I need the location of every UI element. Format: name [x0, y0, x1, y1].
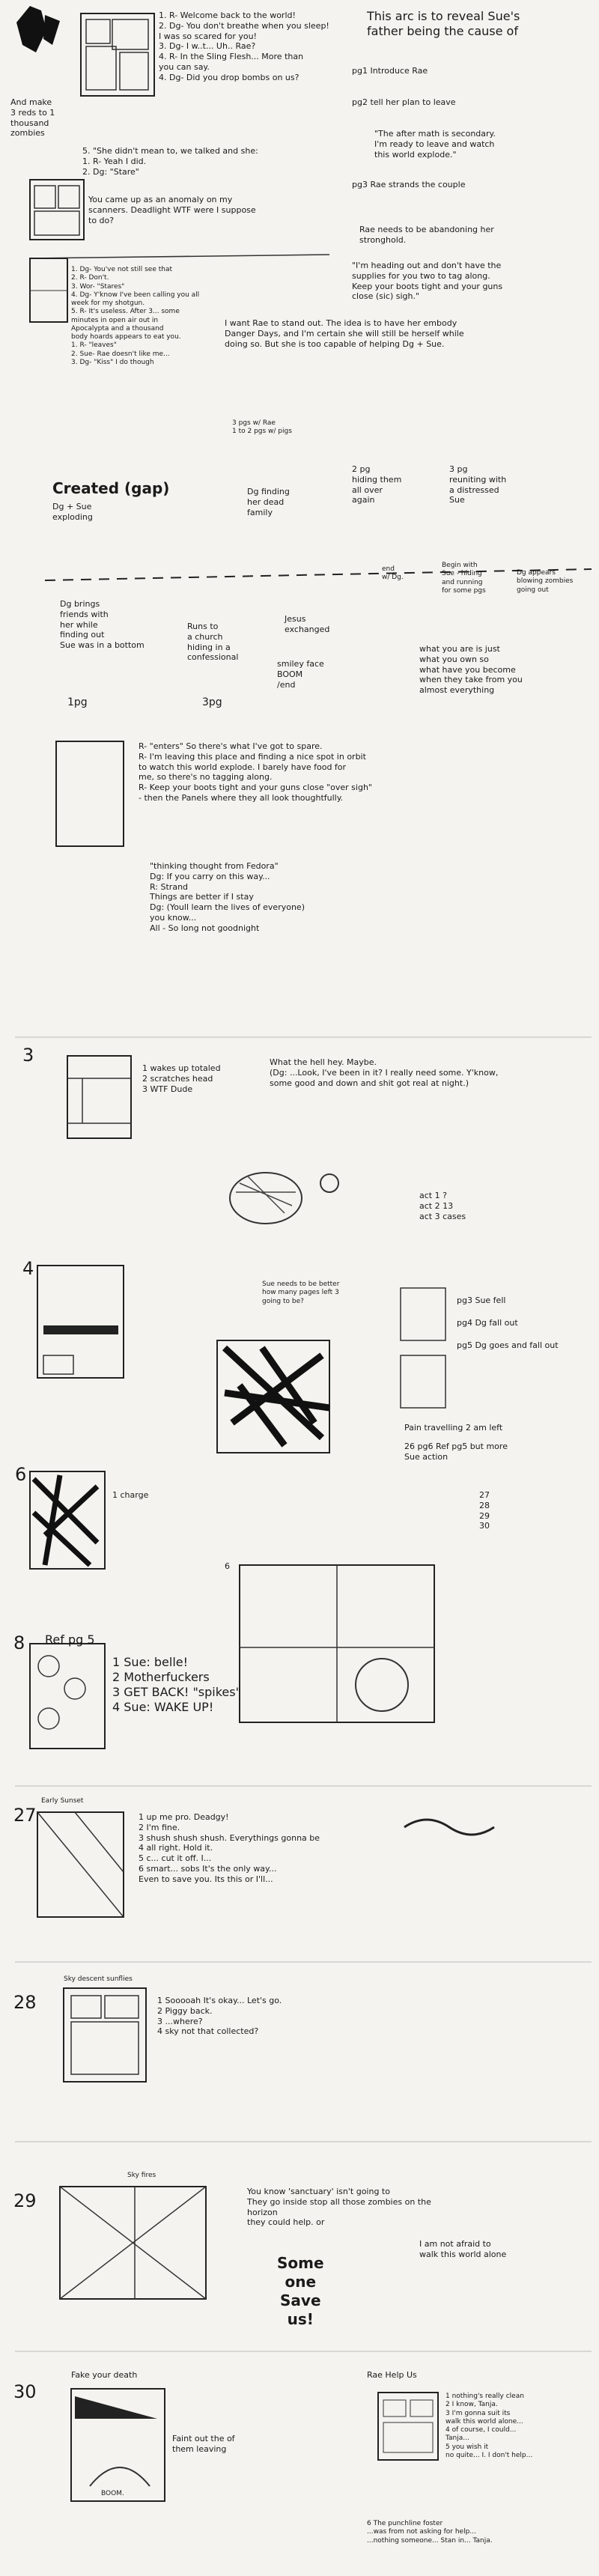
page-number: 29 [13, 2190, 37, 2211]
page-number: 30 [13, 2381, 37, 2402]
page-number: 8 [13, 1632, 25, 1653]
page30-faint: Faint out the of them leaving [172, 2434, 235, 2454]
smiley-boom: smiley face BOOM /end [277, 659, 324, 690]
dialogue-mid: 5. "She didn't mean to, we talked and she: 1. R- Yeah I did. 2. Dg: "Stare" [82, 146, 258, 177]
plan-pg2: pg2 tell her plan to leave [352, 97, 456, 107]
dg-sue-exploding: Dg + Sue exploding [52, 502, 93, 522]
page3-side: What the hell hey. Maybe. (Dg: ...Look, I've been in it? I really need some. Y'know, some good and down and shit got real at night.) [270, 1057, 499, 1088]
page-number: 6 [15, 1464, 27, 1485]
page30-footer: 6 The punchline foster ...was from not asking for help... ...nothing someone... Stan in... Tanja. [367, 2520, 493, 2545]
abandon-note: Rae needs to be abandoning her stronghold. [359, 225, 494, 245]
page29-save: Some one Save us! [277, 2254, 324, 2328]
dialogue-lower: 1. Dg- You've not still see that 2. R- Don't. 3. Wor- "Stares" 4. Dg- Y'know I've been calling you all week for my shotgun. 5. R- It's useless. After 3... some minutes in open air out in Apocalypta and a thousand body hoards appears to eat you. 1. R- "leaves" 2. Sue- Rae doesn't like me... 3. Dg- "Kiss" I do though [71, 266, 200, 366]
page-number: 4 [22, 1258, 34, 1279]
page29-text: You know 'sanctuary' isn't going to They go inside stop all those zombies on the horizon they could help. or [247, 2187, 431, 2228]
dialogue-top: 1. R- Welcome back to the world! 2. Dg- You don't breathe when you sleep! I was so scared for you! 3. Dg- I w..t... Uh.. Rae? 4. R- In the Sling Flesh... More than you can say. 4. Dg- Did you drop bombs on us? [159, 10, 329, 82]
page6-inset: 6 [225, 1561, 230, 1571]
standout-note: I want Rae to stand out. The idea is to have her embody Danger Days, and I'm certain she will still be herself while doing so. But she is too capable of helping Dg + Sue. [225, 318, 464, 349]
arc-intro: This arc is to reveal Sue's father being the cause of [367, 9, 520, 38]
three-pg: 3 pg reuniting with a distressed Sue [449, 464, 507, 505]
plan-pg1: pg1 Introduce Rae [352, 66, 428, 76]
page4-p5: pg5 Dg goes and fall out [457, 1340, 559, 1350]
page4-p3: pg3 Sue fell [457, 1295, 506, 1305]
dg-brings: Dg brings friends with her while finding out Sue was in a bottom [60, 599, 145, 650]
acts-note: act 1 ? act 2 13 act 3 cases [419, 1191, 466, 1221]
plan-pg3: pg3 Rae strands the couple [352, 180, 466, 189]
thought-lines: "thinking thought from Fedora" Dg: If you carry on this way... R: Strand Things are better if I stay Dg: (Youll learn the lives of everyone) you know... All - So long not goodnight [150, 861, 305, 933]
ink-blob [43, 15, 60, 45]
page-number: 27 [13, 1805, 37, 1826]
dg-appears: Dg appears blowing zombies going out [517, 569, 574, 594]
page29-label: Sky fires [127, 2172, 156, 2179]
page-number: 3 [22, 1045, 34, 1066]
page4-note: Sue needs to be better how many pages left 3 going to be? [262, 1281, 340, 1305]
page3-items: 1 wakes up totaled 2 scratches head 3 WTF Dude [142, 1063, 221, 1094]
ink-blob [16, 6, 46, 52]
page6-charge: 1 charge [112, 1490, 149, 1500]
page4-p4: pg4 Dg fall out [457, 1318, 518, 1328]
dg-finding: Dg finding her dead family [247, 487, 290, 517]
page30-title: Rae Help Us [367, 2370, 417, 2380]
side-note: And make 3 reds to 1 thousand zombies [10, 97, 55, 139]
page4-p6: Pain travelling 2 am left [404, 1423, 503, 1433]
rae-enters: R- "enters" So there's what I've got to spare. R- I'm leaving this place and finding a nice spot in orbit to watch this world explode. I barely have food for me, so there's no tagging along. R- Keep your boots tight and your guns close "over sigh" - then the Panels where they all look thoughtfully. [139, 741, 372, 803]
end-note: end w/ Dg. [382, 565, 404, 582]
page28-items: 1 Sooooah It's okay... Let's go. 2 Piggy back. 3 ...where? 4 sky not that collected? [157, 1996, 282, 2037]
jesus-exchanged: Jesus exchanged [285, 614, 330, 634]
page8-ref: Ref pg 5 [45, 1632, 95, 1647]
page30-label: Fake your death [71, 2370, 138, 2380]
page-number: 28 [13, 1992, 37, 2013]
pg-3: 3pg [202, 696, 222, 708]
begin-note: Begin with Sue - hiding and running for some pgs [442, 562, 486, 595]
runs-to: Runs to a church hiding in a confessional [187, 622, 239, 663]
heading-out-quote: "I'm heading out and don't have the supplies for you two to tag along. Keep your boots tight and your guns close (sic) sigh." [352, 261, 503, 302]
two-pg: 2 pg hiding them all over again [352, 464, 402, 505]
aftermath-quote: "The after math is secondary. I'm ready to leave and watch this world explode." [374, 129, 496, 160]
page30-items: 1 nothing's really clean 2 I know, Tanja. 3 I'm gonna suit its walk this world alone... 4 of course, I could... Tanja... 5 you wish it no quite... I. I don't help... [446, 2393, 533, 2459]
empty-panel [56, 741, 124, 846]
dialogue-scanner: You came up as an anomaly on my scanners. Deadlight WTF were I suppose to do? [88, 195, 256, 225]
page8-items: 1 Sue: belle! 2 Motherfuckers 3 GET BACK! "spikes" 4 Sue: WAKE UP! [112, 1655, 241, 1714]
page30-boom: BOOM. [101, 2490, 124, 2497]
pg-1: 1pg [67, 696, 88, 708]
page4-nums: 27 28 29 30 [479, 1490, 490, 1531]
page29-right: I am not afraid to walk this world alone [419, 2239, 507, 2259]
what-you-are: what you are is just what you own so what have you become when they take from you almost everything [419, 644, 523, 695]
page27-label: Early Sunset [41, 1797, 84, 1805]
created-gap: Created (gap) [52, 479, 170, 497]
gap-note: 3 pgs w/ Rae 1 to 2 pgs w/ pigs [232, 419, 292, 436]
page28-label: Sky descent sunflies [64, 1975, 133, 1983]
panel-thumb [81, 13, 154, 96]
page4-ref: 26 pg6 Ref pg5 but more Sue action [404, 1442, 508, 1462]
page27-items: 1 up me pro. Deadgy! 2 I'm fine. 3 shush shush shush. Everythings gonna be 4 all right. Hold it. 5 c... cut it off. I... 6 smart... sobs It's the only way... Even to save you. Its this or I'll... [139, 1812, 320, 1884]
